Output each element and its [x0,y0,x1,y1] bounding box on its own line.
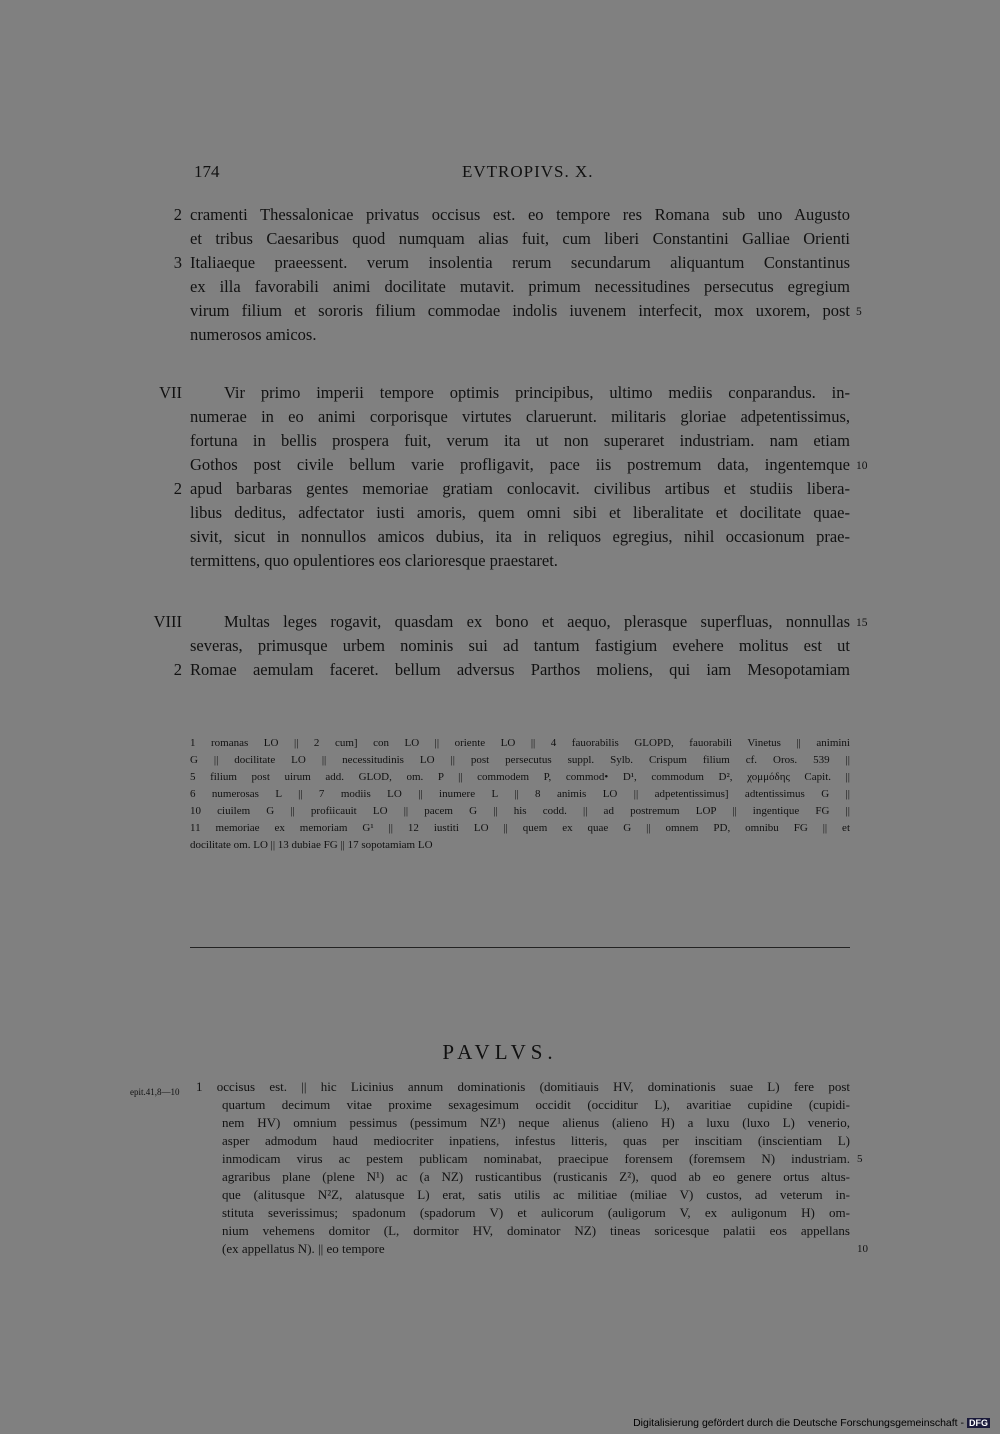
line-number: 10 [856,460,868,472]
line-number: 5 [856,306,862,318]
paulus-line: que (alitusque N²Z, alatusque L) erat, satis utilis ac militiae (miliae V) custos, ad veterum in- [222,1187,850,1202]
footer-text: Digitalisierung gefördert durch die Deutsche Forschungsgemeinschaft - [633,1417,964,1429]
margin-number: 2 [173,479,182,498]
line-number: 10 [857,1243,868,1255]
apparatus-line: G || docilitate LO || necessitudinis LO || post persecutus suppl. Sylb. Crispum filium cf. Oros. 539 || [190,754,850,766]
text-line: severas, primusque urbem nominis sui ad tantum fastigium evehere molitus est ut [190,636,850,655]
funding-footer [633,1417,990,1429]
text-line: termittens, quo opulentiores eos clarioresque praestaret. [190,551,558,570]
divider-rule [190,947,850,948]
paulus-line: stituta severissimus; spadonum (spadorum V) et aulicorum (auligorum V, ex auligonum H) om- [222,1205,850,1220]
paulus-line: agraribus plane (plene N¹) ac (a NZ) rusticantibus (rusticanis Z²), quod ab eo genere ortus altus- [222,1169,850,1184]
apparatus-line: 1 romanas LO || 2 cum] con LO || oriente LO || 4 fauorabilis GLOPD, fauorabili Vinetus || animini [190,737,850,749]
page-number: 174 [194,162,220,181]
text-line: sivit, sicut in nonnullos amicos dubius, ita in reliquos egregius, nihil occasionum prae- [190,527,850,546]
margin-number: 3 [173,253,182,272]
text-line: et tribus Caesaribus quod numquam alias fuit, cum liberi Constantini Galliae Orienti [190,229,850,248]
paulus-line: inmodicam virus ac pestem publicam nominabat, praecipue forensem (foremsem N) industriam. [222,1151,850,1166]
paulus-line: asper admodum haud mediocriter inpatiens, infestus litteris, quas per inscitiam (inscientiam L) [222,1133,850,1148]
apparatus-line: 10 ciuilem G || profiicauit LO || pacem G || his codd. || ad postremum LOP || ingentique FG || [190,805,850,817]
text-line: numerosos amicos. [190,325,317,344]
line-number: 15 [856,617,868,629]
paulus-line: nium vehemens domitor (L, dormitor HV, dominator NZ) tineas soricesque palatii eos appellans [222,1223,850,1238]
text-line: apud barbaras gentes memoriae gratiam conlocavit. civilibus artibus et studiis libera- [190,479,850,498]
section-title: PAVLVS. [442,1040,558,1064]
text-line: Italiaeque praeessent. verum insolentia rerum secundarum aliquantum Constantinus [190,253,850,272]
text-line: libus deditus, adfectator iusti amoris, quem omni sibi et liberalitate et docilitate quae- [190,503,850,522]
line-number: 5 [857,1153,863,1165]
apparatus-line: 11 memoriae ex memoriam G¹ || 12 iustiti LO || quem ex quae G || omnem PD, omnibu FG || et [190,822,850,834]
text-line: Gothos post civile bellum varie profligavit, pace iis postremum data, ingentemque [190,455,850,474]
running-title: EVTROPIVS. X. [462,162,594,181]
margin-number: 2 [173,660,182,679]
text-line: ex illa favorabili animi docilitate mutavit. primum necessitudines persecutus egregium [190,277,850,296]
section-label: VIII [153,612,182,631]
section-label: VII [159,383,182,402]
text-line: Vir primo imperii tempore optimis principibus, ultimo mediis conparandus. in- [224,383,850,402]
apparatus-line: 6 numerosas L || 7 modiis LO || inumere L || 8 animis LO || adpetentissimus] adtentissimus G || [190,788,850,800]
margin-number: 2 [173,205,182,224]
text-line: virum filium et sororis filium commodae indolis iuvenem interfecit, mox uxorem, post [190,301,850,320]
paulus-line: nem HV) omnium pessimus (pessimum NZ¹) neque alienus (alieno H) a luxu (luxo L) venerio, [222,1115,850,1130]
apparatus-line: 5 filium post uirum add. GLOD, om. P || commodem P, commod• D¹, commodum D², χομμόδης Capit. || [190,771,850,783]
text-line: Multas leges rogavit, quasdam ex bono et aequo, plerasque superfluas, nonnullas [224,612,850,631]
source-reference: epit.41,8—10 [130,1087,180,1097]
dfg-logo: DFG [969,1418,988,1428]
paulus-line: 1 occisus est. || hic Licinius annum dominationis (domitiauis HV, dominationis suae L) fere post [196,1079,850,1094]
text-line: fortuna in bellis prospera fuit, verum ita ut non superaret industriam. nam etiam [190,431,850,450]
text-line: Romae aemulam faceret. bellum adversus Parthos moliens, qui iam Mesopotamiam [190,660,850,679]
apparatus-line: docilitate om. LO || 13 dubiae FG || 17 sopotamiam LO [190,839,433,851]
paulus-line: (ex appellatus N). || eo tempore [222,1241,385,1256]
text-line: cramenti Thessalonicae privatus occisus est. eo tempore res Romana sub uno Augusto [190,205,850,224]
text-line: numerae in eo animi corporisque virtutes claruerunt. militaris gloriae adpetentissimus, [190,407,850,426]
paulus-line: quartum decimum vitae proxime sexagesimum occidit (occiditur L), avaritiae cupidine (cupidi- [222,1097,850,1112]
